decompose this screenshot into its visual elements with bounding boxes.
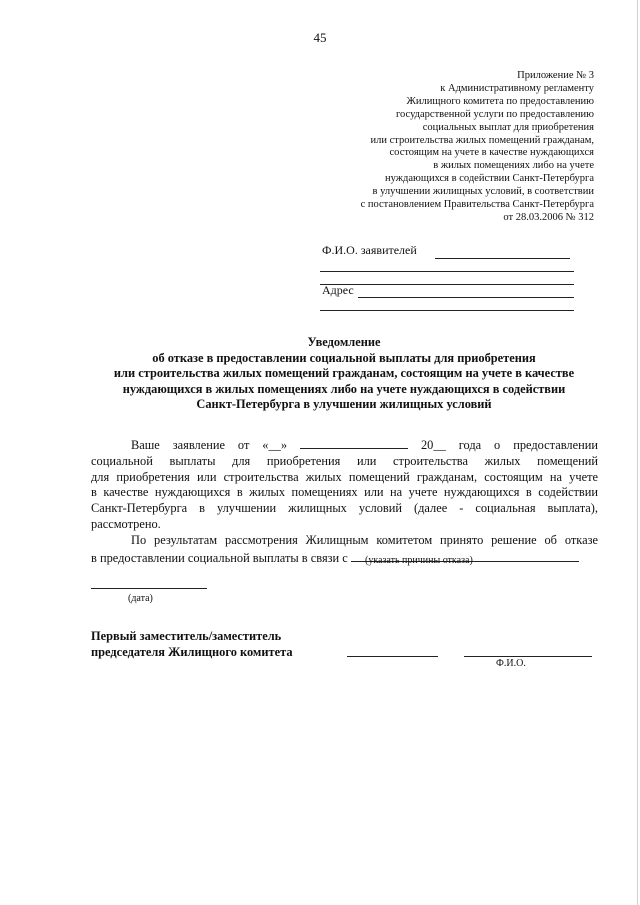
body-line: рассмотрено. (91, 516, 161, 531)
document-title (78, 335, 610, 413)
appendix-line: Приложение № 3 (517, 70, 594, 81)
applicant-fio-field-2[interactable] (320, 271, 574, 272)
date-label: (дата) (128, 593, 153, 604)
body-line: в качестве нуждающихся в жилых помещениях или на учете нуждающихся в содействии (91, 485, 598, 500)
application-date-field[interactable] (300, 436, 408, 449)
title-line: нуждающихся в жилых помещениях либо на учете нуждающихся в содействии (122, 381, 566, 396)
title-line: Санкт-Петербурга в улучшении жилищных условий (196, 397, 492, 411)
appendix-header (294, 70, 594, 225)
applicant-fio-field[interactable] (435, 258, 570, 259)
page-number: 45 (313, 30, 327, 45)
date-field[interactable] (91, 588, 207, 589)
address-label: Адрес (322, 283, 354, 297)
appendix-line: состоящим на учете в качестве нуждающихся (389, 147, 594, 159)
appendix-line: нуждающихся в содействии Санкт-Петербурга (385, 173, 594, 185)
body-year: 20__ года о предоставлении (420, 438, 598, 452)
signer-title (91, 629, 293, 660)
title-line: или строительства жилых помещений гражданам, состоящим на учете в качестве (113, 366, 575, 380)
appendix-line: от 28.03.2006 № 312 (503, 211, 594, 223)
body-start: Ваше заявление от «__» (131, 438, 288, 452)
appendix-line: Жилищного комитета по предоставлению (406, 95, 594, 107)
applicant-fio-field-3[interactable] (320, 284, 574, 285)
signer-line: Первый заместитель/заместитель (91, 629, 282, 643)
body-line: социальной выплаты для приобретения или строительства жилых помещений (91, 453, 598, 468)
body-line: Санкт-Петербурга в улучшении жилищных условий (далее - социальная выплата), (91, 501, 598, 516)
body-line-reason (91, 549, 598, 567)
scan-edge (637, 0, 638, 905)
title-line: об отказе в предоставлении социальной выплаты для приобретения (152, 350, 536, 365)
appendix-line: с постановлением Правительства Санкт-Петербурга (360, 199, 594, 211)
body-line: По результатам рассмотрения Жилищным комитетом принято решение об отказе (131, 532, 598, 547)
signer-fio-label: Ф.И.О. (496, 658, 526, 669)
appendix-line: государственной услуги по предоставлению (396, 108, 594, 120)
appendix-line: социальных выплат для приобретения (422, 121, 594, 133)
signature-field[interactable] (347, 656, 438, 657)
notice-body (91, 436, 598, 566)
body-line-first (91, 436, 598, 454)
appendix-line: в жилых помещениях либо на учете (433, 160, 594, 172)
body-line: для приобретения или строительства жилых помещений гражданам, состоящим на учете (91, 469, 598, 484)
address-field-2[interactable] (320, 310, 574, 311)
appendix-line: к Административному регламенту (440, 82, 594, 94)
title-line: Уведомление (307, 335, 381, 349)
appendix-line: или строительства жилых помещений гражданам, (370, 134, 594, 146)
reason-hint: (указать причины отказа) (365, 555, 473, 566)
appendix-line: в улучшении жилищных условий, в соответствии (372, 186, 594, 198)
signer-line: председателя Жилищного комитета (91, 644, 293, 659)
reason-prefix: в предоставлении социальной выплаты в связи с (91, 550, 348, 565)
address-field[interactable] (358, 297, 574, 298)
signer-fio-field[interactable] (464, 656, 592, 657)
applicant-fio-label: Ф.И.О. заявителей (322, 243, 417, 257)
